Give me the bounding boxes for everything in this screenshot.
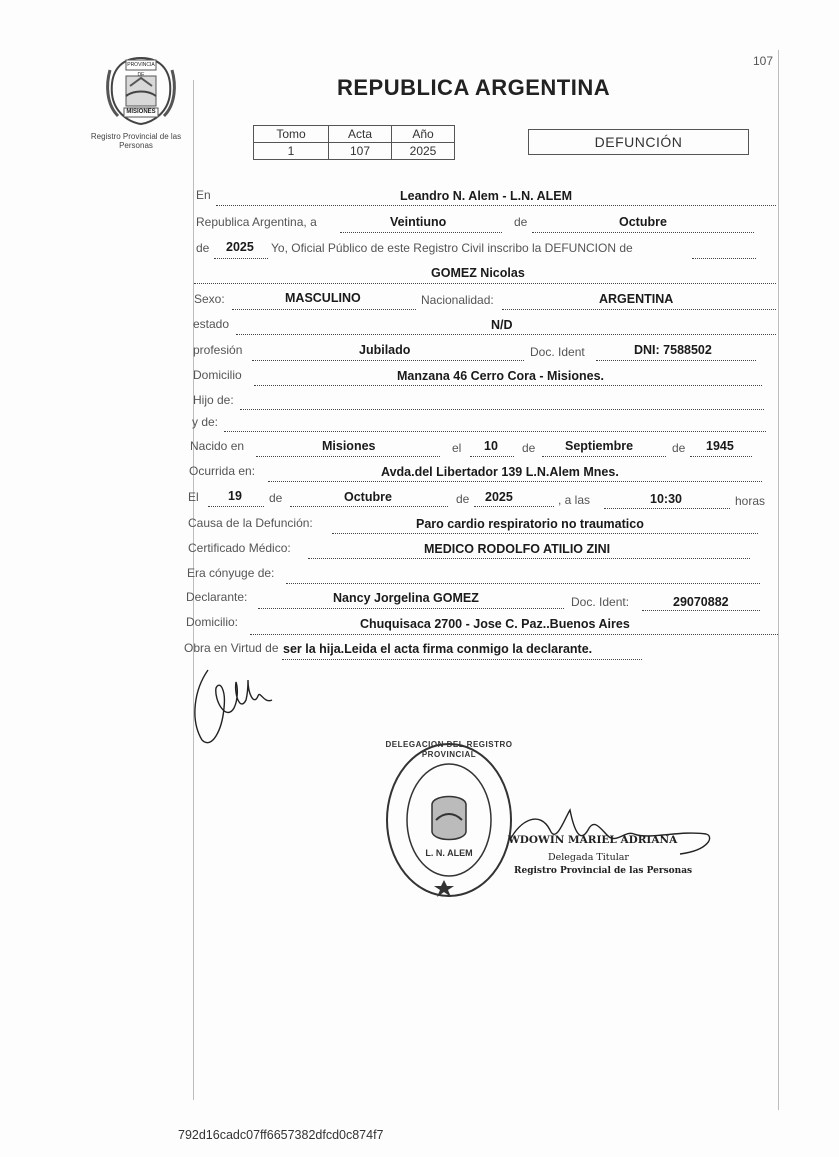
de5-label: de bbox=[456, 492, 470, 506]
conyuge-label: Era cónyuge de: bbox=[187, 566, 275, 580]
sexo-label: Sexo: bbox=[194, 292, 225, 306]
declarant-signature bbox=[186, 660, 296, 750]
birth-year-line bbox=[690, 456, 752, 457]
de-label: de bbox=[514, 215, 528, 229]
stamp-center-text: L. N. ALEM bbox=[425, 848, 473, 858]
birth-day-line bbox=[470, 456, 514, 457]
alas-label: , a las bbox=[558, 493, 591, 507]
certificado-value: MEDICO RODOLFO ATILIO ZINI bbox=[424, 542, 611, 556]
horas-label: horas bbox=[735, 494, 766, 508]
sexo-value: MASCULINO bbox=[285, 291, 361, 305]
death-time-value: 10:30 bbox=[650, 492, 682, 506]
sexo-line bbox=[232, 309, 416, 310]
yde-label: y de: bbox=[192, 415, 219, 429]
deceased-name-line bbox=[194, 283, 776, 284]
declarante-value: Nancy Jorgelina GOMEZ bbox=[333, 591, 479, 605]
nacido-label: Nacido en bbox=[190, 439, 245, 453]
profesion-line bbox=[252, 360, 524, 361]
month-value: Octubre bbox=[619, 215, 667, 229]
official-stamp bbox=[384, 740, 514, 900]
profesion-value: Jubilado bbox=[359, 343, 411, 357]
el2-label: El bbox=[188, 490, 199, 504]
day-line bbox=[340, 232, 502, 233]
conyuge-line bbox=[286, 583, 760, 584]
logo-text-bottom: MISIONES bbox=[126, 109, 156, 115]
en-label: En bbox=[196, 188, 211, 202]
acta-value: 107 bbox=[329, 143, 392, 160]
estado-line bbox=[236, 334, 776, 335]
doc2-label: Doc. Ident: bbox=[571, 595, 630, 609]
deceased-name-value: GOMEZ Nicolas bbox=[431, 266, 525, 280]
birth-year-value: 1945 bbox=[706, 439, 734, 453]
acta-header: Acta bbox=[329, 126, 392, 143]
estado-label: estado bbox=[193, 317, 230, 331]
ocurrida-label: Ocurrida en: bbox=[189, 464, 256, 478]
anio-header: Año bbox=[392, 126, 455, 143]
province-logo bbox=[102, 50, 180, 128]
birth-month-value: Septiembre bbox=[565, 439, 634, 453]
death-time-line bbox=[604, 508, 730, 509]
yde-line bbox=[224, 431, 766, 432]
document-title: REPUBLICA ARGENTINA bbox=[337, 75, 611, 100]
obra-label: Obra en Virtud de bbox=[184, 641, 279, 655]
republica-label: Republica Argentina, a bbox=[196, 215, 317, 229]
day-words-value: Veintiuno bbox=[390, 215, 447, 229]
page-number: 107 bbox=[753, 54, 774, 68]
year-value: 2025 bbox=[226, 240, 254, 254]
officer-line bbox=[692, 258, 756, 259]
nacionalidad-line bbox=[502, 309, 776, 310]
official-title: Delegada Titular bbox=[548, 852, 629, 863]
month-line bbox=[532, 232, 754, 233]
ocurrida-value: Avda.del Libertador 139 L.N.Alem Mnes. bbox=[381, 465, 619, 479]
tomo-header: Tomo bbox=[254, 126, 329, 143]
birth-month-line bbox=[542, 456, 666, 457]
obra-value: ser la hija.Leida el acta firma conmigo la declarante. bbox=[283, 642, 593, 656]
doc2-value: 29070882 bbox=[673, 595, 729, 609]
anio-value: 2025 bbox=[392, 143, 455, 160]
declarante-line bbox=[258, 608, 564, 609]
domicilio2-label: Domicilio: bbox=[186, 615, 239, 629]
death-year-value: 2025 bbox=[485, 490, 513, 504]
death-year-line bbox=[474, 506, 554, 507]
de3-label: de bbox=[672, 441, 686, 455]
el-label: el bbox=[452, 441, 462, 455]
document-hash: 792d16cadc07ff6657382dfcd0c874f7 bbox=[178, 1128, 384, 1142]
birth-day-value: 10 bbox=[484, 439, 498, 453]
en-value: Leandro N. Alem - L.N. ALEM bbox=[400, 189, 572, 203]
book-reference-table bbox=[253, 125, 455, 160]
causa-line bbox=[332, 533, 758, 534]
de4-label: de bbox=[269, 491, 283, 505]
declarante-label: Declarante: bbox=[186, 590, 248, 604]
domicilio2-line bbox=[250, 634, 778, 635]
stamp-ring-text: DELEGACION DEL REGISTRO PROVINCIAL bbox=[385, 740, 513, 759]
domicilio-value: Manzana 46 Cerro Cora - Misiones. bbox=[397, 369, 605, 383]
certificado-label: Certificado Médico: bbox=[188, 541, 291, 555]
certificado-line bbox=[308, 558, 750, 559]
logo-text-top: PROVINCIA DE bbox=[127, 62, 155, 78]
death-month-line bbox=[290, 506, 448, 507]
right-margin-line bbox=[778, 50, 779, 1110]
official-name: WDOWIN MARIEL ADRIANA bbox=[508, 834, 678, 846]
causa-value: Paro cardio respiratorio no traumatico bbox=[416, 517, 644, 531]
estado-value: N/D bbox=[491, 318, 513, 332]
doc-ident-value: DNI: 7588502 bbox=[634, 343, 712, 357]
death-day-value: 19 bbox=[228, 489, 242, 503]
nacionalidad-label: Nacionalidad: bbox=[421, 293, 494, 307]
logo-caption: Registro Provincial de las Personas bbox=[90, 132, 182, 150]
en-line bbox=[216, 205, 776, 206]
de2-label: de bbox=[522, 441, 536, 455]
hijo-label: Hijo de: bbox=[193, 393, 234, 407]
ocurrida-line bbox=[268, 481, 762, 482]
domicilio2-value: Chuquisaca 2700 - Jose C. Paz..Buenos Aires bbox=[360, 617, 630, 631]
doc-ident-label: Doc. Ident bbox=[530, 345, 585, 359]
obra-line bbox=[282, 659, 642, 660]
tomo-value: 1 bbox=[254, 143, 329, 160]
official-org: Registro Provincial de las Personas bbox=[514, 866, 693, 876]
act-type-box: DEFUNCIÓN bbox=[528, 129, 749, 155]
domicilio-line bbox=[254, 385, 762, 386]
year-line bbox=[214, 258, 268, 259]
death-day-line bbox=[208, 506, 264, 507]
death-month-value: Octubre bbox=[344, 490, 392, 504]
doc-ident-line bbox=[596, 360, 756, 361]
causa-label: Causa de la Defunción: bbox=[188, 516, 313, 530]
officer-text: Yo, Oficial Público de este Registro Civil inscribo la DEFUNCION de bbox=[271, 241, 633, 255]
nacido-value: Misiones bbox=[322, 439, 376, 453]
year-prefix-label: de bbox=[196, 241, 210, 255]
domicilio-label: Domicilio bbox=[193, 368, 242, 382]
nacionalidad-value: ARGENTINA bbox=[599, 292, 674, 306]
nacido-line bbox=[256, 456, 440, 457]
doc2-line bbox=[642, 610, 760, 611]
hijo-line bbox=[240, 409, 764, 410]
profesion-label: profesión bbox=[193, 343, 243, 357]
